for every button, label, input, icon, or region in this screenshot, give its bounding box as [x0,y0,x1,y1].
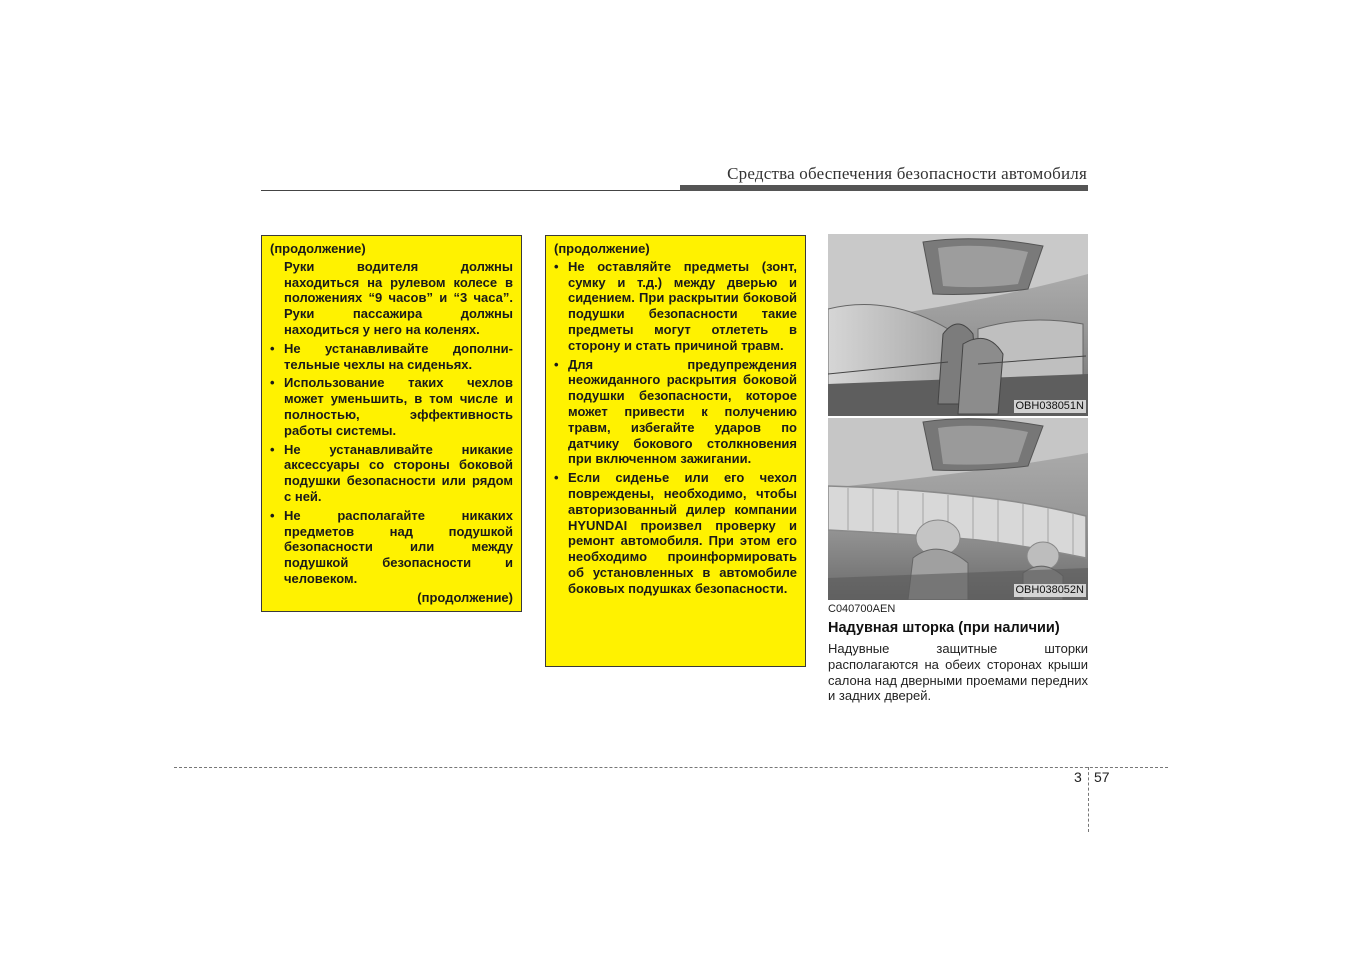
left-bullet-1 [270,341,513,373]
middle-bullet-3 [554,470,797,596]
left-bullet-text: Не устанавливайте дополнительные чехлы на сиденьях. [284,340,513,372]
middle-continued-top: (продолжение) [554,241,650,256]
left-continued-bottom: (продолжение) [417,589,513,605]
interior-illustration-stowed [828,234,1088,416]
bullet-dot: • [554,470,559,486]
header-rule-thin [261,190,681,191]
middle-bullet-text: Не оставляйте предметы (зонт, сумку и т.д.) между дверью и сидением. При раскрытии боковой подушки безопасности такие предметы могут отлететь в сторону и стать причиной травм. [568,258,797,353]
middle-bullet-1 [554,259,797,354]
footer-divider-vertical [1088,767,1089,832]
left-intro-text: Руки водителя должны находиться на рулевом колесе в положениях “9 часов” и “3 часа”. Руки пассажира должны находиться у него на коленях. [284,258,513,337]
left-bullet-3 [270,442,513,505]
left-bullet-text: Не располагайте никаких предметов над подушкой безопасности или между подушкой безопасности и человеком. [284,507,513,586]
reference-code: C040700AEN [828,603,896,615]
left-continued-top: (продолжение) [270,241,366,256]
bullet-dot: • [270,441,275,457]
left-bullet-4 [270,508,513,587]
bullet-dot: • [270,340,275,356]
left-bullet-text: Использование таких чехлов может уменьшить, в том числе и полностью, эффективность работы системы. [284,375,513,438]
header-rule-thick [680,185,1088,191]
middle-bullet-2 [554,357,797,468]
left-warning-box [261,235,522,612]
bullet-dot: • [270,375,275,391]
bullet-dot: • [554,258,559,274]
footer-divider-horizontal [174,767,1168,768]
left-bullet-text: Не устанавливайте никакие аксессуары со стороны боковой подушки безопасности или рядом с ней. [284,441,513,504]
section-title: Средства обеспечения безопасности автомобиля [727,164,1087,183]
page-number: 57 [1094,769,1110,785]
bullet-dot: • [270,507,275,523]
curtain-airbag-description: Надувные защитные шторки располагаются на обеих сторонах крыши салона над дверными проемами передних и задних дверей. [828,641,1088,704]
bullet-dot: • [554,356,559,372]
figure-code-bottom: OBH038052N [1015,584,1084,596]
figure-code-top: OBH038051N [1015,400,1084,412]
interior-photo-deployed [828,418,1088,600]
interior-photo-stowed [828,234,1088,416]
middle-bullet-text: Для предупреждения неожиданного раскрытия боковой подушки безопасности, которое может привести к получению травм, избегайте ударов по датчику бокового столкновения при включенном зажигании. [568,356,797,467]
curtain-airbag-heading: Надувная шторка (при наличии) [828,620,1060,636]
left-bullet-2 [270,375,513,438]
interior-illustration-deployed [828,418,1088,600]
middle-bullet-text: Если сиденье или его чехол повреждены, необходимо, чтобы авторизованный дилер компании HYUNDAI произвел проверку и ремонт автомобиля. При этом его необходимо проинформировать об установленных в автомобиле боковых подушках безопасности. [568,470,797,596]
chapter-number: 3 [1074,769,1082,785]
middle-warning-box [545,235,806,667]
